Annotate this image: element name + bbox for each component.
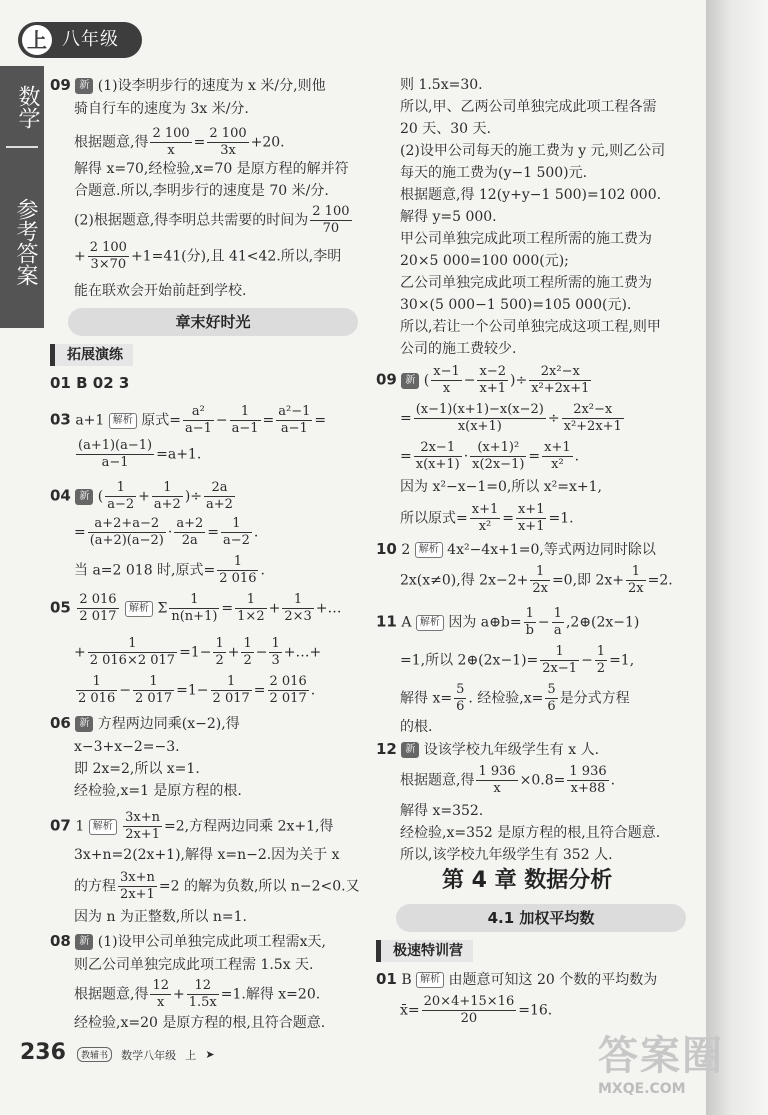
right-line-1: 则 1.5x=30. xyxy=(400,77,483,93)
footer-volume: 上 xyxy=(185,1048,197,1062)
q04-line2: = $\frac{a+2+a-2}{(a+2)(a-2)}$ · $\frac{a+2}{2a}$ = $\frac{1}{a-2}$ . xyxy=(74,516,259,548)
q06-line3: 即 2x=2,所以 x=1. xyxy=(74,761,200,777)
right-line-13: 公司的施工费较少. xyxy=(400,341,517,357)
right-line-5: 每天的施工费为(y−1 500)元. xyxy=(400,165,588,181)
right-line-12: 所以,若让一个公司单独完成这项工程,则甲 xyxy=(400,319,661,335)
q07-line4: 因为 n 为正整数,所以 n=1. xyxy=(74,909,247,925)
q05-line3: $\frac{1}{2 016}$ − $\frac{1}{2 017}$ =1− $\frac{1}{2 017}$ = $\frac{2 016}{2 017}$ . xyxy=(78,674,316,706)
q09-line4: 解得 x=70,经检验,x=70 是原方程的解并符 xyxy=(74,161,349,177)
right-line-8: 甲公司单独完成此项工程所需的施工费为 xyxy=(400,231,652,247)
q09-line1: 09 新 (1)设李明步行的速度为 x 米/分,则他 xyxy=(50,76,326,94)
q04-line3: 当 a=2 018 时,原式= $\frac{1}{2 016}$ . xyxy=(74,554,265,586)
q09-line3: 根据题意,得 $\frac{2 100}{x}$ = $\frac{2 100}{3x}$ +20. xyxy=(74,126,285,158)
q11-line2: =1,所以 2⊕(2x−1)= $\frac{1}{2x-1}$ − $\frac{1}{2}$ =1, xyxy=(400,644,635,676)
q12-line2: 根据题意,得 $\frac{1 936}{x}$ ×0.8= $\frac{1 936}{x+88}$ . xyxy=(400,764,616,796)
right-line-7: 解得 y=5 000. xyxy=(400,209,497,225)
q09-line6: (2)根据题意,得李明总共需要的时间为 $\frac{2 100}{70}$ xyxy=(74,204,350,236)
page-number: 236 xyxy=(20,1040,66,1065)
q08-line4: 经检验,x=20 是原方程的根,且符合题意. xyxy=(74,1015,326,1031)
page-footer xyxy=(20,1040,215,1065)
right-column xyxy=(376,70,702,1040)
side-tab-divider xyxy=(6,146,38,148)
arrow-right-icon: ➤ xyxy=(205,1048,215,1061)
right-line-6: 根据题意,得 12(y+y−1 500)=102 000. xyxy=(400,187,662,203)
left-column xyxy=(50,70,370,1040)
chapter-title: 第 4 章 数据分析 xyxy=(442,868,613,893)
right-line-10: 乙公司单独完成此项工程所需的施工费为 xyxy=(400,275,652,291)
r-q01-line1: 01 B 解析 由题意可知这 20 个数的平均数为 xyxy=(376,970,658,988)
page-edge-shadow xyxy=(706,0,768,1115)
section-band-4-1: 4.1 加权平均数 xyxy=(396,904,686,932)
q08-line1: 08 新 (1)设甲公司单独完成此项工程需x天, xyxy=(50,932,326,950)
q07-line1: 07 1 解析 $\frac{3x+n}{2x+1}$ =2,方程两边同乘 2x+1,得 xyxy=(50,810,334,842)
rq09-line2: = $\frac{(x-1)(x+1)-x(x-2)}{x(x+1)}$ ÷ $\frac{\text{2x²−x}}{\text{x²+2x+1}}$ xyxy=(400,402,622,434)
q06-line2: x−3+x−2=−3. xyxy=(74,739,180,755)
answers-label: 参考答案 xyxy=(13,198,38,286)
q09-line2: 骑自行车的速度为 3x 米/分. xyxy=(74,101,249,117)
q07-line3: 的方程 $\frac{3x+n}{2x+1}$ =2 的解为负数,所以 n−2<0.又 xyxy=(74,870,360,902)
watermark-url: MXQE.COM xyxy=(598,1081,686,1097)
section-head-extension: 拓展演练 xyxy=(50,344,133,366)
q12-line3: 解得 x=352. xyxy=(400,803,484,819)
q06-line4: 经检验,x=1 是原方程的根. xyxy=(74,783,242,799)
right-line-2: 所以,甲、乙两公司单独完成此项工程各需 xyxy=(400,99,657,115)
q07-line2: 3x+n=2(2x+1),解得 x=n−2.因为关于 x xyxy=(74,847,340,863)
r-q01-line2: x̄= $\frac{20\times 4+15\times 16}{20}$ =16. xyxy=(400,994,553,1026)
q09-line5: 合题意.所以,李明步行的速度是 70 米/分. xyxy=(74,183,329,199)
q12-line5: 所以,该学校九年级学生有 352 人. xyxy=(400,847,613,863)
q09-line7: + $\frac{2 100}{3\times 70}$ +1=41(分),且 41<42.所以,李明 xyxy=(74,240,342,272)
subject-label: 数学 xyxy=(15,85,40,129)
q10-line2: 2x(x≠0),得 2x−2+ $\frac{1}{2x}$ =0,即 2x+ $\frac{1}{2x}$ =2. xyxy=(400,564,673,596)
rq09-line3: = $\frac{2x-1}{x(x+1)}$ · $\frac{\text{(x+1)²}}{x(2x-1)}$ = $\frac{x+1}{\text{x²}}$ . xyxy=(400,440,580,472)
q11-line4: 的根. xyxy=(400,719,433,735)
q11-line1: 11 A 解析 因为 a⊕b= $\frac{1}{b}$ − $\frac{1}{a}$ ,2⊕(2x−1) xyxy=(376,606,640,638)
q10-line1: 10 2 解析 4x²−4x+1=0,等式两边同时除以 xyxy=(376,540,656,558)
footer-label: 数学八年级 xyxy=(121,1048,177,1062)
q12-line1: 12 新 设该学校九年级学生有 x 人. xyxy=(376,740,600,758)
q03-line2: $\frac{(a+1)(a-1)}{a-1}$ =a+1. xyxy=(78,438,202,470)
section-band-chapter-end: 章末好时光 xyxy=(68,308,358,336)
side-tab xyxy=(0,66,44,328)
rq09-line4: 因为 x²−x−1=0,所以 x²=x+1, xyxy=(400,479,602,495)
q08-line2: 则乙公司单独完成此项工程需 1.5x 天. xyxy=(74,957,314,973)
tip-tag: 新 xyxy=(75,78,93,94)
q05-line2: + $\frac{1}{2 016\times 2 017}$ =1− $\frac{1}{2}$ + $\frac{1}{2}$ − $\frac{1}{3}$ +…+ xyxy=(74,636,322,668)
q11-line3: 解得 x= $\frac{5}{6}$ . 经检验,x= $\frac{5}{6}$ 是分式方程 xyxy=(400,682,630,714)
grade-label: 八年级 xyxy=(62,29,119,50)
q01-q02: 01 B 02 3 xyxy=(50,374,130,392)
q05-line1: 05 $\frac{2 016}{2 017}$ 解析 Σ $\frac{1}{n(n+1)}$ = $\frac{1}{1\times 2}$ + $\frac{1}{2\times 3}$ +… xyxy=(50,592,342,624)
footer-badge: 教辅书 xyxy=(77,1047,112,1062)
q04-line1: 04 新 ( $\frac{1}{a-2}$ + $\frac{1}{a+2}$ )÷ $\frac{2a}{a+2}$ xyxy=(50,480,233,512)
q03-line1: 03 a+1 解析 原式= $\frac{\text{a²}}{a-1}$ − $\frac{1}{a-1}$ = $\frac{\text{a²−1}}{a-1}$ = xyxy=(50,404,327,436)
right-line-4: (2)设甲公司每天的施工费为 y 元,则乙公司 xyxy=(400,143,666,159)
rq09-line5: 所以原式= $\frac{x+1}{\text{x²}}$ = $\frac{x+1}{x+1}$ =1. xyxy=(400,502,574,534)
right-line-11: 30×(5 000−1 500)=105 000(元). xyxy=(400,297,632,313)
rq09-line1: 09 新 ( $\frac{x-1}{x}$ − $\frac{x-2}{x+1}$ )÷ $\frac{\text{2x²−x}}{\text{x²+2x+1}}$ xyxy=(376,364,590,396)
section-head-speed-training: 极速特训营 xyxy=(376,940,473,962)
volume-circle: 上 xyxy=(22,25,52,55)
right-line-9: 20×5 000=100 000(元); xyxy=(400,253,569,269)
grade-badge xyxy=(18,22,142,58)
watermark-logo: 答案圈 xyxy=(598,1033,724,1079)
q12-line4: 经检验,x=352 是原方程的根,且符合题意. xyxy=(400,825,661,841)
q09-line8: 能在联欢会开始前赶到学校. xyxy=(74,283,247,299)
q06-line1: 06 新 方程两边同乘(x−2),得 xyxy=(50,714,240,732)
right-line-3: 20 天、30 天. xyxy=(400,121,491,137)
watermark xyxy=(598,1032,748,1102)
q08-line3: 根据题意,得 $\frac{12}{x}$ + $\frac{12}{1.5x}$ =1.解得 x=20. xyxy=(74,978,321,1010)
